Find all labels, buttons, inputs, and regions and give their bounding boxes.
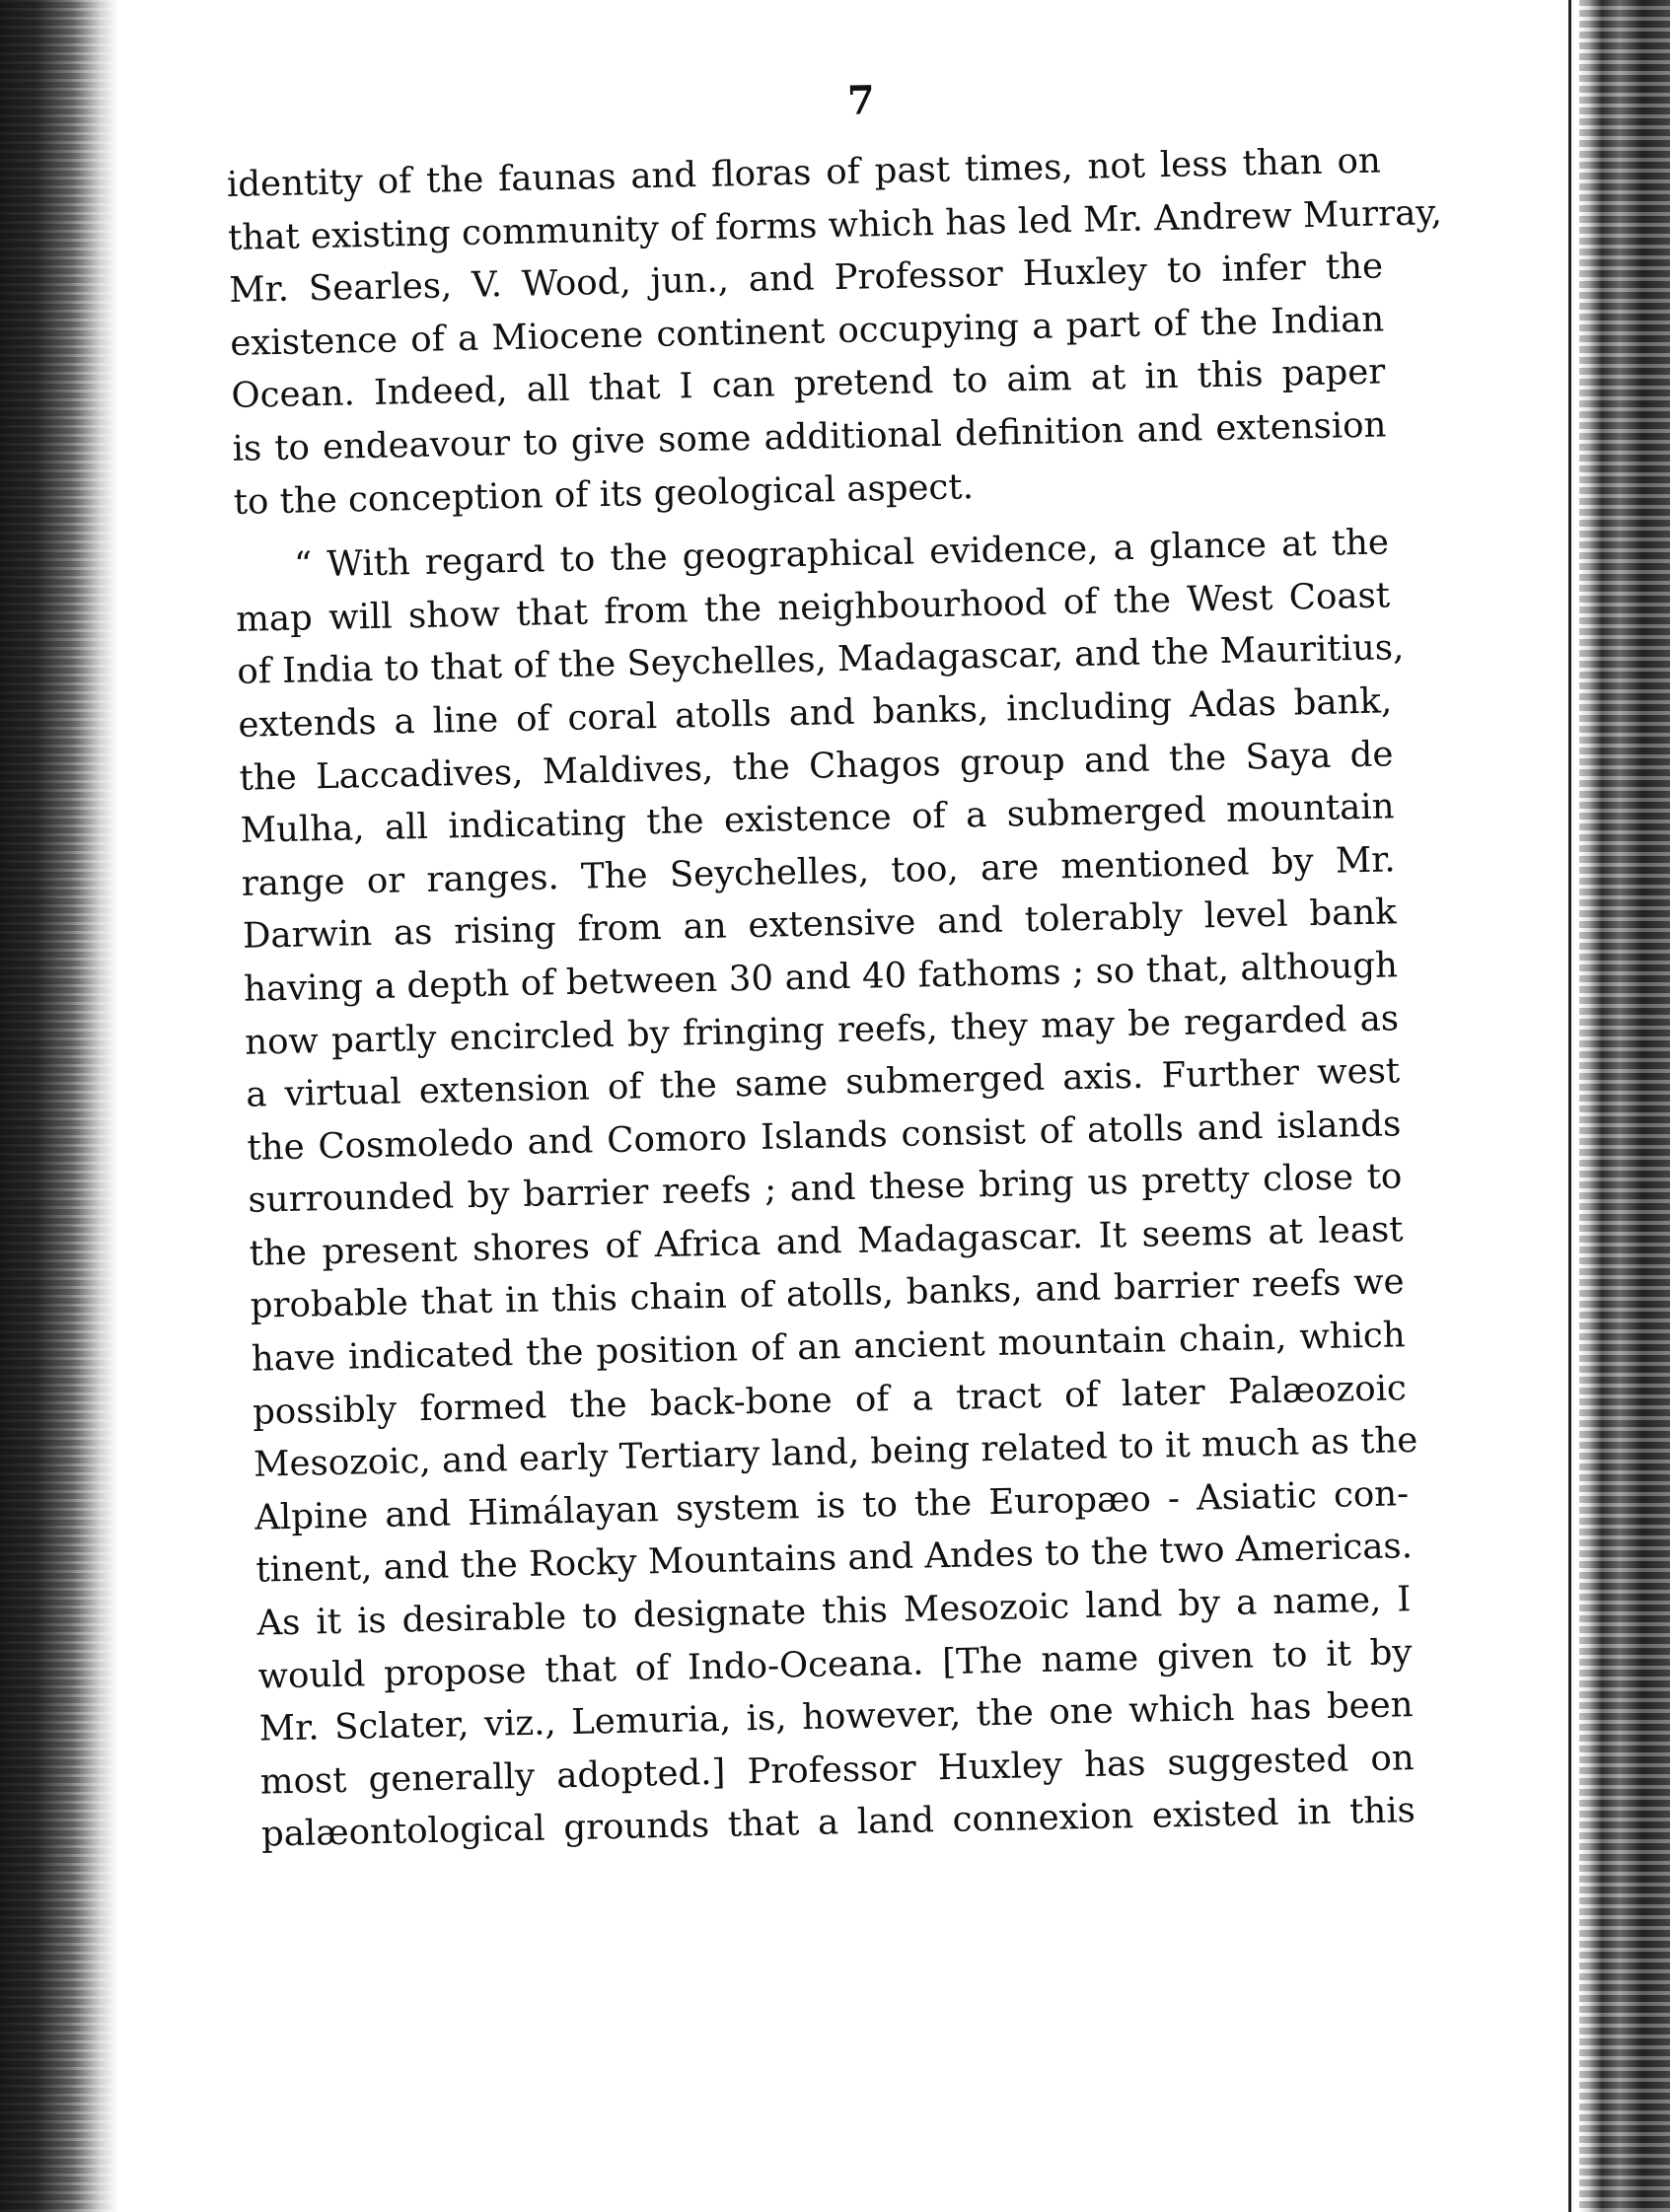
text-line: Mesozoic, and early Tertiary land, being related to it much as the (253, 1420, 1418, 1485)
text-line: is to endeavour to give some additional definition and extension (232, 404, 1387, 469)
text-line: the present shores of Africa and Madagascar. It seems at least (249, 1209, 1404, 1274)
text-line: the Laccadives, Maldives, the Chagos group and the Saya de (239, 733, 1394, 799)
text-line: would propose that of Indo-Oceana. [The name given to it by (257, 1631, 1413, 1697)
book-page (225, 66, 1445, 1862)
text-line: Mr. Sclater, viz., Lemuria, is, however, the one which has been (258, 1684, 1414, 1749)
text-line: most generally adopted.] Professor Huxley has suggested on (259, 1737, 1416, 1803)
text-line: to the conception of its geological aspect. (233, 465, 975, 523)
text-line: tinent, and the Rocky Mountains and Andes to the two Americas. (255, 1526, 1414, 1592)
text-line: existence of a Miocene continent occupying a part of the Indian (229, 299, 1385, 364)
text-line: “ With regard to the geographical evidence, a glance at the (293, 522, 1390, 586)
text-line: having a depth of between 30 and 40 fathoms ; so that, although (243, 945, 1399, 1010)
paragraph-2 (235, 517, 1416, 1862)
text-line: palæontological grounds that a land connexion existed in this (260, 1790, 1416, 1856)
text-line: of India to that of the Seychelles, Madagascar, and the Mauritius, (236, 627, 1405, 693)
text-line: As it is desirable to designate this Mesozoic land by a name, I (256, 1579, 1412, 1644)
text-line: now partly encircled by fringing reefs, they may be regarded as (244, 997, 1400, 1063)
text-line: Mulha, all indicating the existence of a submerged mountain (240, 786, 1395, 851)
paragraph-1 (226, 134, 1443, 529)
text-line: have indicated the position of an ancient mountain chain, which (251, 1315, 1407, 1380)
text-line: Darwin as rising from an extensive and tolerably level bank (242, 892, 1398, 958)
text-line: identity of the faunas and floras of past times, not less than on (226, 140, 1382, 205)
text-line: probable that in this chain of atolls, banks, and barrier reefs we (250, 1261, 1405, 1327)
page-gutter-line (1568, 0, 1571, 2212)
text-line: possibly formed the back-bone of a tract of later Palæozoic (252, 1367, 1408, 1433)
page-number: 7 (846, 77, 877, 124)
text-line: extends a line of coral atolls and banks, including Adas bank, (238, 680, 1393, 746)
text-line: Alpine and Himálayan system is to the Europæo - Asiatic con- (254, 1473, 1410, 1538)
text-line: surrounded by barrier reefs ; and these bring us pretty close to (248, 1156, 1403, 1222)
text-line: range or ranges. The Seychelles, too, are mentioned by Mr. (241, 839, 1397, 904)
scan-right-edge (1579, 0, 1670, 2212)
text-line: map will show that from the neighbourhood of the West Coast (235, 575, 1391, 640)
text-line: Ocean. Indeed, all that I can pretend to aim at in this paper (231, 351, 1386, 417)
scan-left-edge (0, 0, 118, 2212)
text-line: that existing community of forms which has led Mr. Andrew Murray, (227, 191, 1443, 258)
text-line: Mr. Searles, V. Wood, jun., and Professor Huxley to infer the (228, 246, 1384, 312)
text-line: a virtual extension of the same submerged axis. Further west (245, 1050, 1401, 1115)
text-line: the Cosmoledo and Comoro Islands consist of atolls and islands (247, 1103, 1402, 1169)
